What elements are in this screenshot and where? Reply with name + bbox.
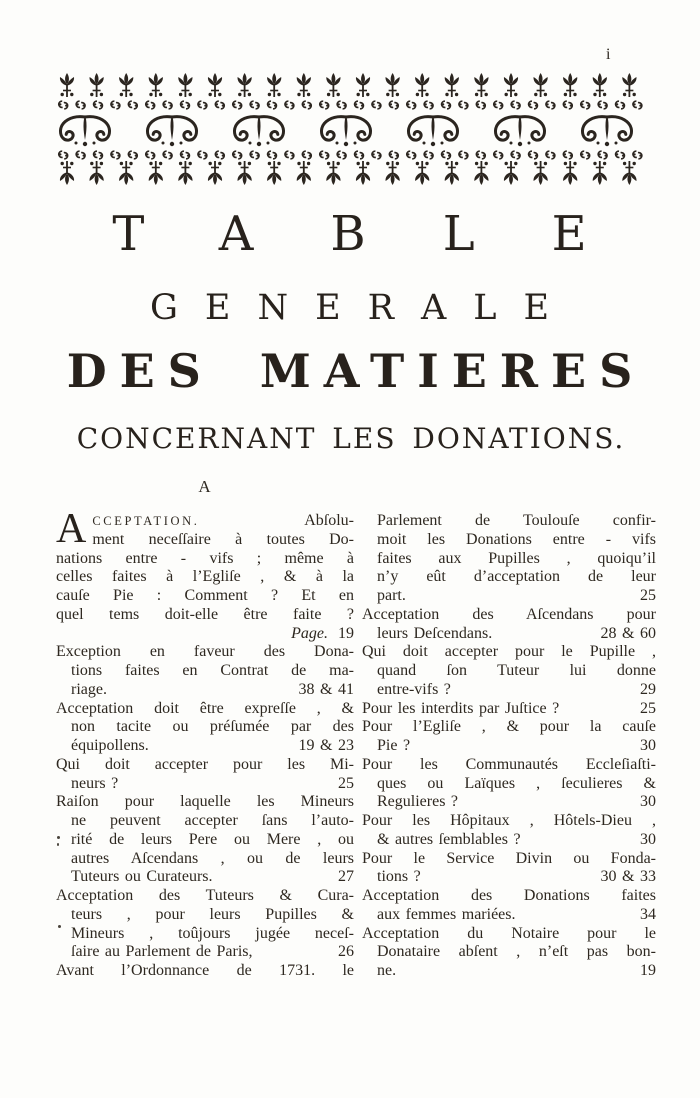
page-ref: 30 — [640, 737, 656, 754]
entry-line: ne. 19 — [377, 962, 656, 979]
page-ref: 27 — [338, 868, 354, 886]
entry-line: autres Aſcendans , ou de leurs — [71, 849, 354, 867]
title-line-2: GENERALE — [149, 288, 577, 328]
entry-line: n’y eût d’acceptation de leur — [377, 568, 656, 586]
page-ref: 30 & 33 — [600, 868, 656, 886]
index-entry — [56, 756, 354, 794]
ink-speck — [58, 925, 61, 928]
small-caps-keyword: CCEPTATION. — [92, 514, 200, 528]
index-entry — [362, 756, 656, 812]
index-column-right — [362, 512, 656, 981]
entry-line: faites aux Pupilles , quoiqu’il — [377, 549, 656, 567]
entry-line: Tuteurs ou Curateurs. 27 — [71, 868, 354, 886]
page-ref: 19 — [640, 962, 656, 979]
page-word-label: Page. — [291, 624, 328, 642]
page-ref: 19 — [338, 624, 354, 642]
title-line-3: DES MATIERES — [66, 344, 646, 398]
entry-line: part. 25 — [377, 587, 656, 604]
page-ref: 30 — [640, 793, 656, 811]
ink-speck — [57, 843, 59, 846]
entry-line: tions ? 30 & 33 — [377, 868, 656, 886]
entry-line: CCEPTATION. Abſolu- — [92, 512, 354, 529]
entry-line: entre-vifs ? 29 — [377, 680, 656, 698]
page-ref: 25 — [640, 587, 656, 604]
entry-line: moit les Donations entre - vifs — [377, 530, 656, 548]
index-entry — [56, 962, 354, 981]
entry-line: Donataire abſent , n’eſt pas bon- — [377, 943, 656, 961]
entry-line: Qui doit accepter pour les Mi- — [56, 755, 354, 773]
entry-line: ſaire au Parlement de Paris, 26 — [71, 943, 354, 961]
entry-line: Qui doit accepter pour le Pupille , — [362, 643, 656, 661]
index-entry — [362, 887, 656, 925]
entry-line: ques ou Laïques , ſeculieres & — [377, 774, 656, 792]
page-ref: 26 — [338, 943, 354, 961]
page-ref: 29 — [640, 680, 656, 698]
entry-line: équipollens. 19 & 23 — [71, 737, 354, 754]
page-ref: 25 — [640, 699, 656, 717]
entry-line: Pour les Hôpitaux , Hôtels-Dieu , — [362, 812, 656, 829]
page-ref: 19 & 23 — [298, 737, 354, 754]
entry-line: Acceptation des Donations faites — [362, 887, 656, 904]
index-entry — [56, 643, 354, 699]
entry-line: teurs , pour leurs Pupilles & — [71, 905, 354, 923]
entry-line: Parlement de Toulouſe confir- — [377, 512, 656, 529]
entry-line: Mineurs , toûjours jugée neceſ- — [71, 924, 354, 942]
index-entry — [362, 606, 656, 644]
index-entry — [56, 700, 354, 756]
entry-line: nations entre - vifs ; même à — [56, 549, 354, 567]
page-ref: 25 — [338, 774, 354, 792]
section-letter-heading: A — [198, 477, 212, 496]
index-entry — [56, 506, 354, 643]
entry-line: quel tems doit-elle être faite ? — [56, 605, 354, 623]
entry-line: aux femmes mariées. 34 — [377, 905, 656, 923]
entry-line: quand ſon Tuteur lui donne — [377, 662, 656, 679]
entry-line: Pour l’Egliſe , & pour la cauſe — [362, 718, 656, 736]
index-entry — [362, 643, 656, 699]
page-ref: 28 & 60 — [600, 624, 656, 642]
entry-line: Acceptation du Notaire pour le — [362, 924, 656, 942]
entry-line: Raiſon pour laquelle les Mineurs — [56, 793, 354, 811]
title-line-4: CONCERNANT LES DONATIONS. — [76, 422, 626, 455]
index-entry — [362, 718, 656, 756]
entry-line: ne peuvent accepter ſans l’auto- — [71, 812, 354, 829]
entry-line: riage. 38 & 41 — [71, 680, 354, 698]
entry-line: tions faites en Contrat de ma- — [71, 662, 354, 679]
entry-line: Acceptation des Tuteurs & Cura- — [56, 887, 354, 904]
entry-line: ment neceſſaire à toutes Do- — [92, 530, 354, 548]
index-entry — [56, 887, 354, 962]
entry-line: leurs Deſcendans. 28 & 60 — [377, 624, 656, 642]
entry-line: Avant l’Ordonnance de 1731. le — [56, 962, 354, 979]
page-number-folio: i — [606, 46, 611, 63]
index-entry — [56, 793, 354, 887]
index-entry — [362, 812, 656, 850]
entry-line: Exception en faveur des Dona- — [56, 643, 354, 661]
entry-line: Pour les interdits par Juſtice ? 25 — [362, 699, 656, 717]
index-column-left — [56, 506, 354, 981]
entry-line: Pie ? 30 — [377, 737, 656, 754]
entry-line: Acceptation doit être expreſſe , & — [56, 699, 354, 717]
headpiece-ornament — [54, 72, 646, 186]
page-ref: 30 — [640, 830, 656, 848]
entry-line: Regulieres ? 30 — [377, 793, 656, 811]
entry-line: non tacite ou préſumée par des — [71, 718, 354, 736]
entry-line — [56, 625, 354, 644]
entry-line: rité de leurs Pere ou Mere , ou — [71, 830, 354, 848]
drop-cap: A — [56, 506, 87, 552]
ink-speck — [57, 836, 60, 839]
entry-line: neurs ? 25 — [71, 774, 354, 792]
page-ref: 38 & 41 — [298, 680, 354, 698]
index-entry — [362, 700, 656, 719]
index-entry — [362, 850, 656, 888]
index-entry — [362, 925, 656, 981]
entry-line: Acceptation des Aſcendans pour — [362, 605, 656, 623]
entry-line: celles faites à l’Egliſe , & à la — [56, 568, 354, 586]
entry-line: Pour les Communautés Eccleſiaſti- — [362, 755, 656, 773]
entry-line: Pour le Service Divin ou Fonda- — [362, 849, 656, 867]
page-ref: 34 — [640, 905, 656, 923]
entry-line: cauſe Pie : Comment ? Et en — [56, 587, 354, 604]
index-entry — [362, 512, 656, 606]
title-line-1: TABLE — [112, 206, 664, 262]
entry-line: & autres ſemblables ? 30 — [377, 830, 656, 848]
